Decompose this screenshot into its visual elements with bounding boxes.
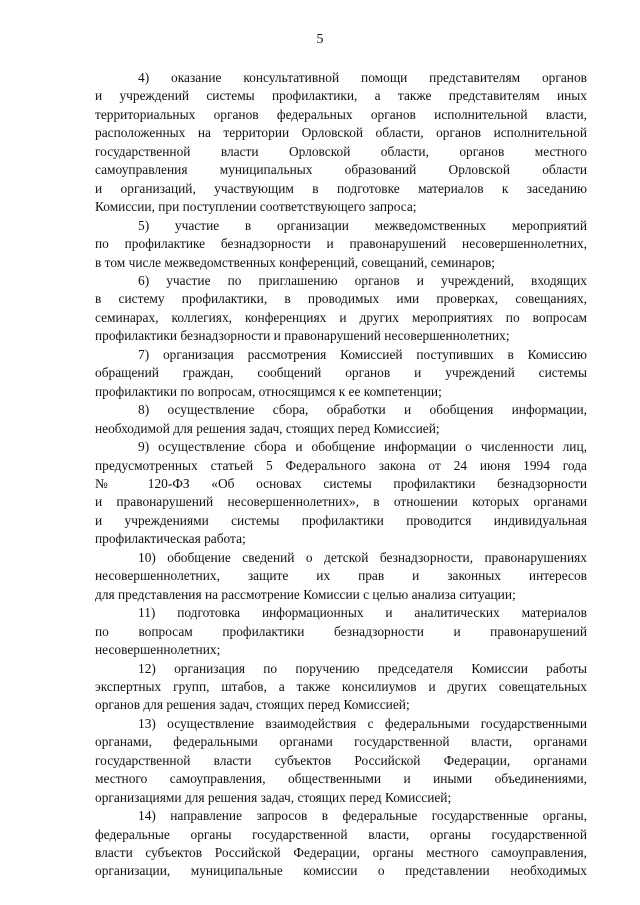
paragraph-line: и правонарушений несовершеннолетних», в отношении которых органами bbox=[95, 494, 587, 510]
paragraph-line: 9) осуществление сбора и обобщение информации о численности лиц, bbox=[138, 439, 587, 455]
paragraph-line: в систему профилактики, в проводимых ими проверках, совещаниях, bbox=[95, 291, 587, 307]
paragraph-line: профилактическая работа; bbox=[95, 531, 246, 547]
paragraph-line: 4) оказание консультативной помощи представителям органов bbox=[138, 70, 587, 85]
list-item-paragraph bbox=[95, 401, 587, 438]
paragraph-line: государственной власти субъектов Российской Федерации, органами bbox=[95, 752, 587, 768]
paragraph-line: организациями для решения задач, стоящих перед Комиссией; bbox=[95, 789, 452, 805]
paragraph-line: местного самоуправления, общественными и иными объединениями, bbox=[95, 771, 587, 787]
paragraph-line: необходимой для решения задач, стоящих перед Комиссией; bbox=[95, 420, 440, 436]
paragraph-line: 12) организация по поручению председателя Комиссии работы bbox=[138, 660, 587, 676]
paragraph-line: семинарах, коллегиях, конференциях и других мероприятиях по вопросам bbox=[95, 309, 587, 325]
paragraph-line: 7) организация рассмотрения Комиссией поступивших в Комиссию bbox=[138, 346, 587, 362]
paragraph-line: и учреждений системы профилактики, а также представителям иных bbox=[95, 88, 587, 104]
paragraph-line: 13) осуществление взаимодействия с федеральными государственными bbox=[138, 715, 587, 731]
paragraph-line: по вопросам профилактики безнадзорности и правонарушений bbox=[95, 623, 587, 639]
paragraph-line: органами, федеральными органами государственной власти, органами bbox=[95, 734, 587, 750]
list-item-paragraph bbox=[95, 807, 587, 881]
list-item-paragraph bbox=[95, 715, 587, 807]
paragraph-line: 5) участие в организации межведомственных мероприятий bbox=[138, 217, 587, 233]
paragraph-line: предусмотренных статьей 5 Федерального закона от 24 июня 1994 года bbox=[95, 457, 587, 473]
paragraph-line: 14) направление запросов в федеральные государственные органы, bbox=[138, 808, 587, 824]
paragraph-line: 8) осуществление сбора, обработки и обобщения информации, bbox=[138, 402, 587, 418]
paragraph-line: профилактики безнадзорности и правонарушений несовершеннолетних; bbox=[95, 328, 510, 344]
paragraph-line: по профилактике безнадзорности и правонарушений несовершеннолетних, bbox=[95, 236, 587, 252]
list-item-paragraph bbox=[95, 346, 587, 401]
paragraph-line: 10) обобщение сведений о детской безнадзорности, правонарушениях bbox=[138, 549, 587, 565]
list-item-paragraph bbox=[95, 217, 587, 272]
paragraph-line: самоуправления муниципальных образований Орловской области bbox=[95, 162, 587, 178]
paragraph-line: федеральные органы государственной власти, органы государственной bbox=[95, 826, 587, 842]
list-item-paragraph bbox=[95, 272, 587, 346]
page-number: 5 bbox=[316, 32, 324, 47]
paragraph-line: № 120-ФЗ «Об основах системы профилактики безнадзорности bbox=[95, 475, 587, 491]
list-item-paragraph bbox=[95, 438, 587, 549]
paragraph-line: несовершеннолетних; bbox=[95, 642, 221, 658]
paragraph-line: органов для решения задач, стоящих перед Комиссией; bbox=[95, 697, 410, 713]
list-item-paragraph bbox=[95, 604, 587, 659]
list-item-paragraph bbox=[95, 69, 587, 217]
paragraph-line: экспертных групп, штабов, а также консилиумов и других совещательных bbox=[95, 678, 587, 694]
paragraph-line: для представления на рассмотрение Комиссии с целью анализа ситуации; bbox=[95, 586, 516, 602]
paragraph-line: расположенных на территории Орловской области, органов исполнительной bbox=[95, 125, 587, 141]
paragraph-line: территориальных органов федеральных органов исполнительной власти, bbox=[95, 106, 587, 122]
paragraph-line: и организаций, участвующим в подготовке материалов к заседанию bbox=[95, 180, 587, 196]
paragraph-line: несовершеннолетних, защите их прав и законных интересов bbox=[95, 568, 587, 584]
paragraph-line: государственной власти Орловской области, органов местного bbox=[95, 143, 587, 159]
paragraph-line: в том числе межведомственных конференций, совещаний, семинаров; bbox=[95, 254, 495, 270]
paragraph-line: 11) подготовка информационных и аналитических материалов bbox=[138, 605, 587, 621]
list-item-paragraph bbox=[95, 660, 587, 715]
list-item-paragraph bbox=[95, 549, 587, 604]
paragraph-line: и учреждениями системы профилактики проводится индивидуальная bbox=[95, 512, 587, 528]
paragraph-line: власти субъектов Российской Федерации, органы местного самоуправления, bbox=[95, 845, 587, 861]
paragraph-line: организации, муниципальные комиссии о представлении необходимых bbox=[95, 863, 587, 879]
paragraph-line: профилактики по вопросам, относящимся к ее компетенции; bbox=[95, 383, 442, 399]
paragraph-line: обращений граждан, сообщений органов и учреждений системы bbox=[95, 365, 587, 381]
paragraph-line: 6) участие по приглашению органов и учреждений, входящих bbox=[138, 272, 587, 288]
paragraph-line: Комиссии, при поступлении соответствующего запроса; bbox=[95, 199, 417, 215]
document-body bbox=[95, 69, 587, 881]
